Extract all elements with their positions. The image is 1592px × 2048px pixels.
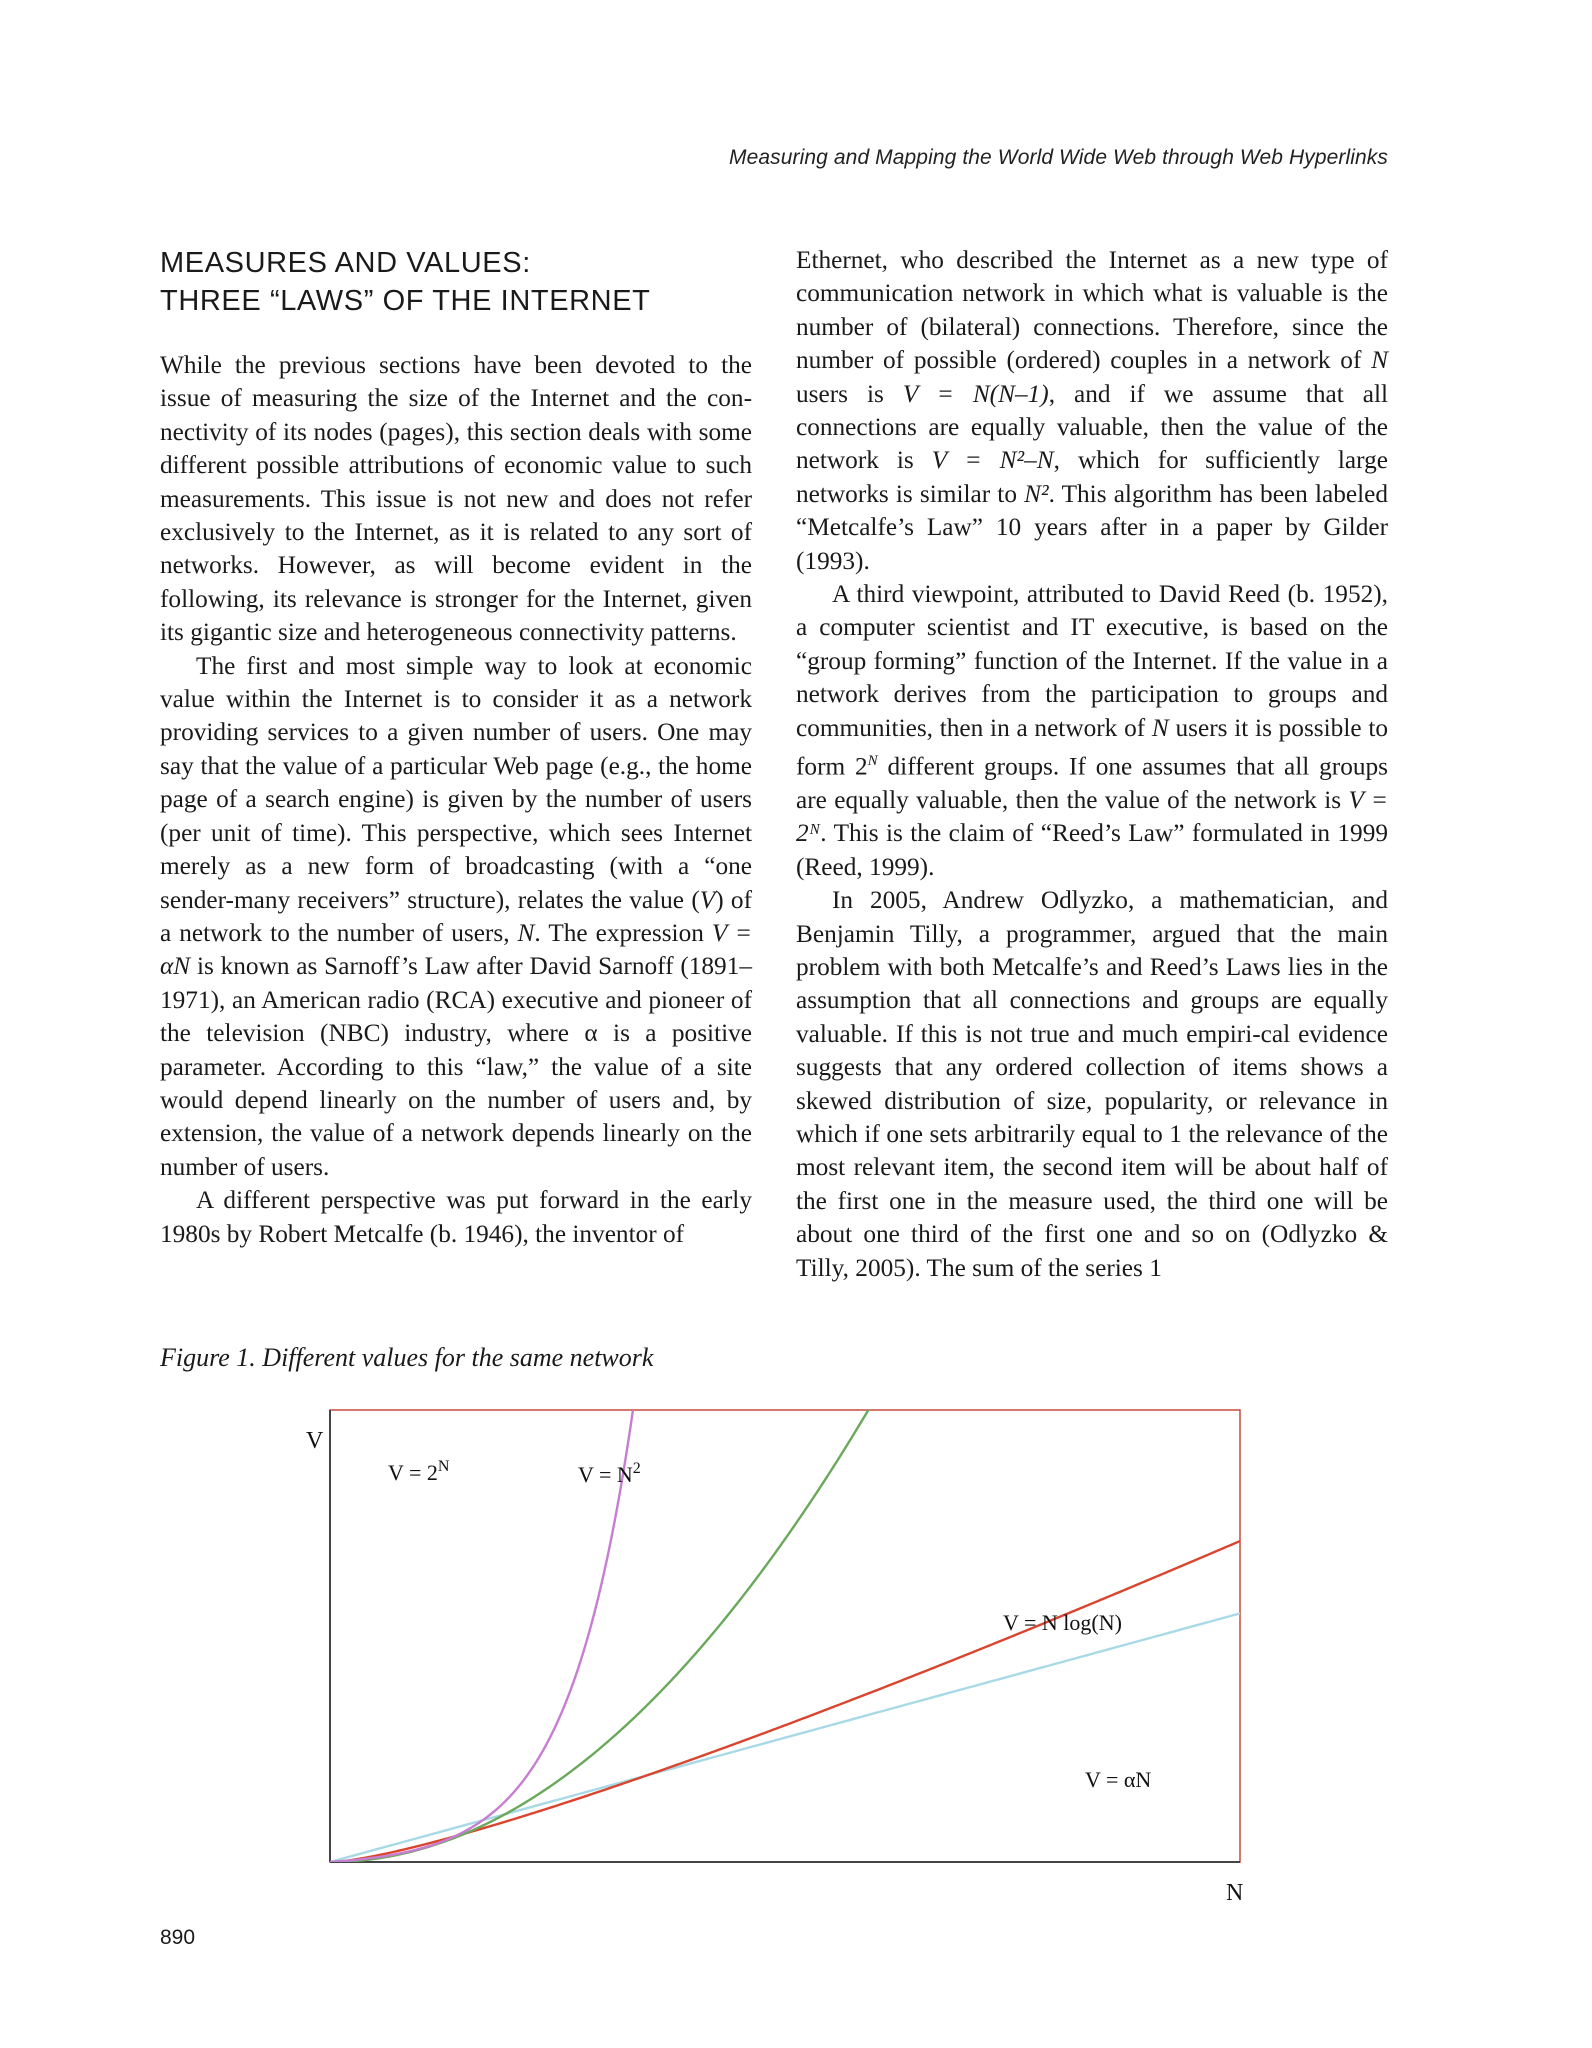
series-label-exp: $V = 2^N$ [388,1458,450,1485]
running-header: Measuring and Mapping the World Wide Web through Web Hyperlinks [729,146,1388,169]
series-line-linear [330,1613,1240,1862]
paragraph: Ethernet, who described the Internet as a new type of communication network in which what is valuable is the number of (bilateral) connections. Therefore, since the number of possible (ordered) couples in a network of N users is V = N(N–1), and if we assume that all connections are equally valuable, then the value of the network is V = N²–N, which for sufficiently large networks is similar to N². This algorithm has been labeled “Metcalfe’s Law” 10 years after in a paper by Gilder (1993). [796,246,1389,575]
paragraph: While the previous sections have been devoted to the issue of measuring the size of the Internet and the con-nectivity of its nodes (pages), this section deals with some different possible attributions of economic value to such measurements. This issue is not new and does not refer exclusively to the Internet, as it is related to any sort of networks. However, as will become evident in the following, its relevance is stronger for the Internet, given its gigantic size and heterogeneous connectivity patterns. [160,351,752,647]
paragraph: In 2005, Andrew Odlyzko, a mathematician, and Benjamin Tilly, a programmer, argued that the main problem with both Metcalfe’s and Reed’s Laws lies in the assumption that all connections and groups are equally valuable. If this is not true and much empiri-cal evidence suggests that any ordered collection of items shows a skewed distribution of size, popularity, or relevance in which if one sets arbitrarily equal to 1 the relevance of the most relevant item, the second item will be about half of the first one in the measure used, the third one will be about one third of the first one and so on (Odlyzko & Tilly, 2005). The sum of the series 1 [796,886,1388,1282]
series-label-linear: V = αN [1085,1767,1152,1792]
paragraph: A third viewpoint, attributed to David Reed (b. 1952), a computer scientist and IT executive, is based on the “group forming” function of the Internet. If the value in a network derives from the participation to groups and communities, then in a network of N users it is possible to form $2^N$ different groups. If one assumes that all groups are equally valuable, then the value of the network is V = 2ᴺ. This is the claim of “Reed’s Law” formulated in 1999 (Reed, 1999). [796,580,1388,881]
page-number: 890 [160,1926,196,1949]
section-title-line2: THREE “LAWS” OF THE INTERNET [160,285,651,317]
y-axis-label: V [306,1428,324,1454]
section-title [160,244,760,320]
paragraph: The first and most simple way to look at economic value within the Internet is to consider it as a network providing services to a given number of users. One may say that the value of a particular Web page (e.g., the home page of a search engine) is given by the number of users (per unit of time). This perspective, which sees Internet merely as a new form of broadcasting (with a “one sender-many receivers” structure), relates the value (V) of a network to the number of users, N. The expression V = αN is known as Sarnoff’s Law after David Sarnoff (1891–1971), an American radio (RCA) executive and pioneer of the television (NBC) industry, where α is a positive parameter. According to this “law,” the value of a site would depend linearly on the number of users and, by extension, the value of a network depends linearly on the number of users. [160,651,752,1181]
paragraph: A different perspective was put forward in the early 1980s by Robert Metcalfe (b. 1946), the inventor of [160,1186,752,1248]
series-label-nlogn: V = N log(N) [1003,1610,1122,1635]
right-column [796,244,1388,1285]
x-axis-label: N [1226,1880,1244,1906]
section-title-line1: MEASURES AND VALUES: [160,247,531,279]
left-column [160,349,752,1251]
chart-frame [330,1410,1240,1862]
series-label-square: $V = N^2$ [578,1460,641,1487]
figure-caption: Figure 1. Different values for the same network [160,1343,654,1372]
series-line-nlogn [330,1541,1240,1862]
